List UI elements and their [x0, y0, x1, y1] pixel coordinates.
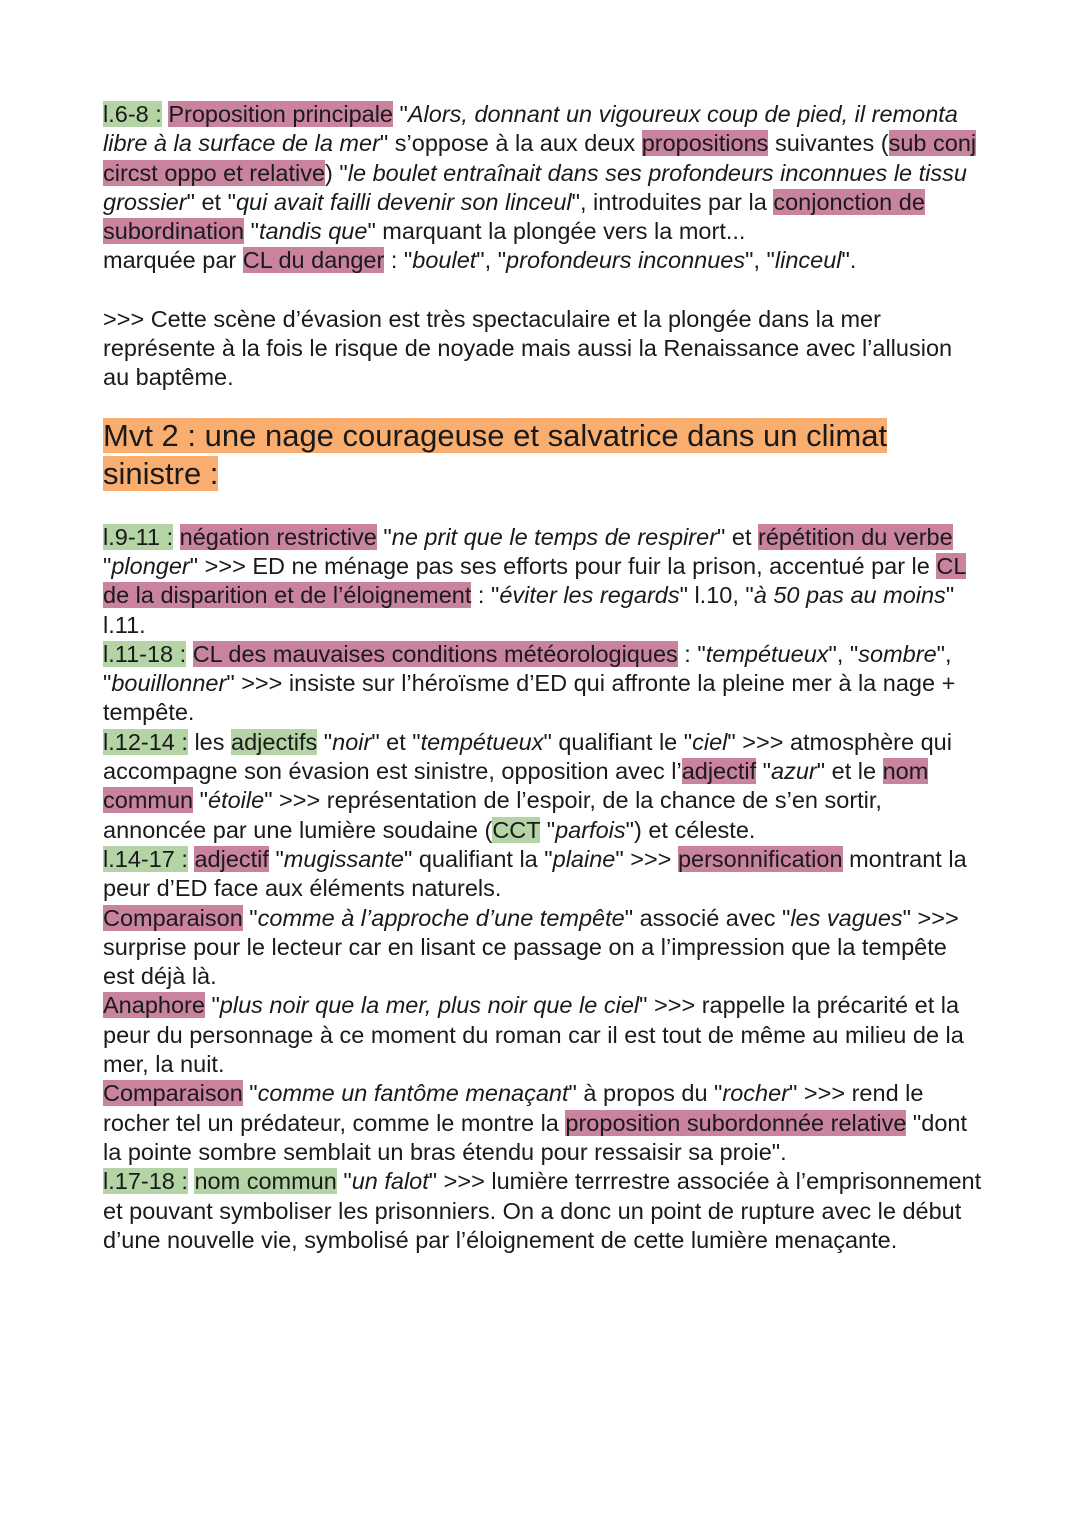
text-run: [186, 641, 193, 667]
text-run: ".: [841, 247, 857, 274]
quoted-text: mugissante: [283, 845, 404, 872]
highlighted-term: propositions: [641, 130, 769, 157]
highlighted-term: adjectif: [194, 845, 269, 872]
quoted-text: à 50 pas au moins: [753, 582, 946, 609]
highlighted-term: adjectif: [681, 758, 757, 785]
text-run: : ": [677, 640, 706, 667]
text-run: " >>>: [615, 845, 678, 872]
text-run: " et ": [371, 728, 421, 755]
text-run: ": [393, 101, 408, 127]
highlighted-term: proposition subordonnée relative: [565, 1109, 907, 1136]
highlighted-term: négation restrictive: [179, 523, 377, 550]
quoted-text: plaine: [552, 845, 616, 872]
highlighted-term: l.6-8 :: [103, 101, 162, 127]
paragraph-movement-2-analysis: [103, 523, 983, 1255]
quoted-text: parfois: [555, 816, 626, 843]
highlighted-term: CL du danger: [242, 247, 385, 274]
highlighted-term: CL des mauvaises conditions météorologiques: [192, 640, 678, 667]
highlighted-term: personnification: [677, 845, 843, 872]
quoted-text: un falot: [351, 1168, 429, 1195]
section-heading: [103, 417, 933, 493]
quoted-text: profondeurs inconnues: [506, 247, 746, 274]
text-run: " associé avec ": [624, 904, 791, 931]
text-run: " à propos du ": [568, 1080, 723, 1107]
text-run: " >>> surprise pour le lecteur car en lisant ce passage on a l’impression que la tempête est déjà là.: [103, 904, 959, 990]
quoted-text: comme un fantôme menaçant: [257, 1080, 569, 1107]
section-heading-text: Mvt 2 : une nage courageuse et salvatrice dans un climat sinistre :: [103, 417, 888, 491]
highlighted-term: Proposition principale: [168, 101, 393, 127]
text-run: " >>> insiste sur l’héroïsme d’ED qui affronte la pleine mer à la nage + tempête.: [103, 670, 956, 726]
quoted-text: tempétueux: [705, 640, 829, 667]
text-run: ": [193, 787, 208, 814]
text-run: ": [242, 1080, 258, 1107]
paragraph-movement-1-analysis: [103, 100, 983, 276]
quoted-text: étoile: [208, 787, 265, 814]
quoted-text: rocher: [722, 1080, 790, 1107]
quoted-text: bouillonner: [111, 670, 227, 697]
text-run: " >>> ED ne ménage pas ses efforts pour fuir la prison, accentué par le: [189, 552, 937, 579]
quoted-text: noir: [332, 728, 372, 755]
highlighted-term: CL de la disparition et de l’éloignement: [103, 552, 967, 609]
quoted-text: les vagues: [790, 904, 903, 931]
highlighted-term: nom commun: [103, 758, 929, 814]
text-run: " >>> rend le rocher tel un prédateur, comme le montre la: [103, 1080, 924, 1136]
quoted-text: sombre: [858, 640, 937, 667]
highlighted-term: l.14-17 :: [103, 845, 188, 872]
paragraph-conclusion: [103, 305, 983, 393]
paragraph-spacer: [103, 276, 983, 305]
highlighted-term: CCT: [492, 816, 541, 843]
text-run: ", ": [828, 640, 859, 667]
quoted-text: le boulet entraînait dans ses profondeurs inconnues le tissu grossier: [103, 159, 967, 215]
text-run: ", ": [745, 247, 775, 274]
text-run: les: [187, 728, 232, 755]
text-run: ": [244, 218, 259, 245]
text-run: " et le: [816, 758, 883, 785]
highlighted-term: l.12-14 :: [103, 728, 188, 755]
quoted-text: tempétueux: [420, 728, 544, 755]
text-run: ", ": [476, 247, 507, 274]
text-run: ") et céleste.: [625, 816, 756, 843]
text-run: : ": [471, 582, 500, 609]
text-run: ": [204, 992, 220, 1019]
text-run: : ": [384, 247, 413, 274]
text-run: >>> Cette scène d’évasion est très spectaculaire et la plongée dans la mer représente à la fois le risque de noyade mais aussi la Renaissance avec l’allusion au baptême.: [103, 305, 953, 391]
text-run: " >>> rappelle la précarité et la peur du personnage à ce moment du roman car il est tout de même au milieu de la mer, la nuit.: [103, 992, 964, 1078]
document-page: [103, 100, 983, 1255]
quoted-text: qui avait failli devenir son linceul: [235, 188, 572, 215]
highlighted-term: répétition du verbe: [758, 523, 953, 550]
quoted-text: ne prit que le temps de respirer: [391, 523, 718, 550]
quoted-text: Alors, donnant un vigoureux coup de pied, il remonta libre à la surface de la mer: [103, 101, 958, 157]
highlighted-term: l.11-18 :: [103, 640, 187, 667]
quoted-text: tandis que: [258, 218, 368, 245]
text-run: " et: [717, 523, 759, 550]
quoted-text: plus noir que la mer, plus noir que le ciel: [219, 992, 640, 1019]
text-run: ": [756, 758, 772, 785]
text-run: "dont la pointe sombre semblait un bras étendu pour ressaisir sa proie".: [103, 1109, 967, 1165]
quoted-text: boulet: [412, 247, 477, 274]
quoted-text: azur: [771, 758, 817, 785]
text-run: marquée par: [103, 247, 243, 274]
text-run: ": [540, 816, 556, 843]
text-run: [173, 524, 180, 550]
quoted-text: ciel: [692, 728, 728, 755]
highlighted-term: Comparaison: [103, 1080, 243, 1107]
text-run: ) ": [325, 159, 348, 186]
text-run: montrant la peur d’ED face aux éléments naturels.: [103, 845, 967, 902]
highlighted-term: conjonction de subordination: [103, 188, 925, 245]
quoted-text: comme à l’approche d’une tempête: [257, 904, 625, 931]
text-run: " et ": [186, 188, 236, 215]
text-run: ", ": [103, 640, 952, 697]
text-run: " s’oppose à la aux deux: [379, 130, 642, 157]
highlighted-term: Anaphore: [103, 992, 205, 1019]
text-run: " >>> représentation de l’espoir, de la chance de s’en sortir, annoncée par une lumière soudaine (: [103, 787, 882, 843]
highlighted-term: l.9-11 :: [103, 523, 174, 550]
text-run: suivantes (: [768, 130, 889, 157]
highlighted-term: adjectifs: [231, 728, 318, 755]
highlighted-term: l.17-18 :: [103, 1168, 188, 1195]
text-run: " qualifiant le ": [543, 728, 693, 755]
text-run: " l.11.: [103, 582, 955, 638]
text-run: ": [336, 1168, 352, 1195]
text-run: " qualifiant la ": [403, 845, 553, 872]
text-run: ", introduites par la: [571, 188, 774, 215]
text-run: ": [242, 904, 258, 931]
quoted-text: plonger: [111, 552, 190, 579]
text-run: " marquant la plongée vers la mort...: [367, 218, 746, 245]
text-run: " >>> atmosphère qui accompagne son évasion est sinistre, opposition avec l’: [103, 728, 952, 785]
text-run: ": [376, 523, 392, 550]
highlighted-term: Comparaison: [103, 904, 243, 931]
text-run: " l.10, ": [679, 582, 754, 609]
highlighted-term: sub conj circst oppo et relative: [103, 130, 977, 186]
highlighted-term: nom commun: [194, 1168, 337, 1195]
text-run: ": [103, 552, 112, 579]
text-run: ": [317, 728, 333, 755]
quoted-text: linceul: [774, 247, 842, 274]
text-run: " >>> lumière terrrestre associée à l’emprisonnement et pouvant symboliser les prisonniers. On a donc un point de rupture avec le début d’une nouvelle vie, symbolisé par l’éloignement de cette lumière menaçante.: [103, 1168, 982, 1253]
text-run: ": [268, 845, 284, 872]
quoted-text: éviter les regards: [499, 582, 680, 609]
